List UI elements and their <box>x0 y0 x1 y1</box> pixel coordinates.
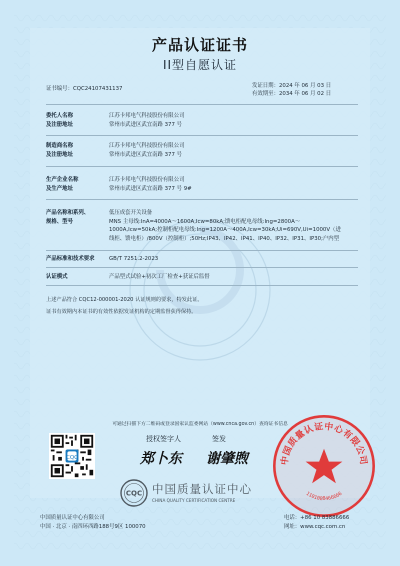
footer-website[interactable]: 网址：www.cqc.com.cn <box>284 524 346 530</box>
certificate-number-label: 证书编号： <box>46 86 73 92</box>
standard-label: 产品标准和技术要求 <box>46 256 95 262</box>
statement-compliance: 上述产品符合 CQC12-000001-2020 认证规则的要求，特发此证。 <box>46 297 203 303</box>
footer-address <box>40 515 146 533</box>
seal-text: 中国质量认证中心有限公司 <box>280 422 368 466</box>
divider <box>46 104 358 105</box>
statement-validity: 证书有效期内本证书的有效性依据发证机构的定期监督获得保持。 <box>46 309 197 315</box>
certification-type: II型自愿认证 <box>162 58 238 72</box>
issue-date-value: 2024 年 06 月 03 日 <box>278 83 332 89</box>
divider <box>46 250 358 251</box>
footer-phone: 电话：+86 10 83886666 <box>284 515 350 521</box>
qr-code[interactable] <box>49 433 95 479</box>
client-value: 江苏卡邦电气科技股份有限公司 常州市武进区武宜南路 377 号 <box>109 113 185 128</box>
svg-text:CQC: CQC <box>65 454 79 461</box>
signatory-signature: 郑卜东 <box>140 451 182 467</box>
certificate-number-value: CQC24107431137 <box>72 86 123 92</box>
footer-contact <box>284 515 349 533</box>
divider <box>46 166 358 167</box>
product-value: 低压成套开关设备 MNS 主母线:InA=4000A～1600A,Icw=80kA;馈电柜配电母线:Ing=2800A～ 1000A,Icw=50kA;控制柜配电母线:Ing=1200A～400A,Icw=30kA;Ui=690V,Ui=1000V（进 线柜、馈电柜）/800V（控制柜）;50Hz;IP43、IP42、IP41、IP40、IP32、IP31、IP30;户内型 <box>109 210 341 242</box>
issue-date-label: 发证日期： <box>252 83 279 89</box>
manufacturer-value: 江苏卡邦电气科技股份有限公司 常州市武进区武宜南路 377 号 <box>109 143 185 158</box>
logo-english: CHINA QUALITY CERTIFICATION CENTRE <box>152 498 236 503</box>
mode-value: 产品型式试验+初次工厂检查+获证后监督 <box>109 274 210 280</box>
issuer-signature: 谢肇煦 <box>206 451 248 467</box>
official-seal <box>270 412 378 520</box>
authorized-signatory-label: 授权签字人 <box>146 435 181 443</box>
footer-street: 中国 · 北京 · 南四环西路188号9区 100070 <box>40 524 146 530</box>
cqc-logo <box>120 478 290 508</box>
mode-label: 认证模式 <box>46 274 68 280</box>
page-title: 产品认证证书 <box>151 36 248 54</box>
date-block <box>252 83 331 99</box>
factory-label: 生产企业名称 及生产地址 <box>46 177 79 192</box>
client-label: 委托人名称 及注册地址 <box>46 113 73 128</box>
footer-org: 中国质量认证中心有限公司 <box>40 515 105 521</box>
logo-chinese: 中国质量认证中心 <box>152 482 252 496</box>
certificate-number <box>46 86 122 93</box>
divider <box>46 267 358 268</box>
manufacturer-label: 制造商名称 及注册地址 <box>46 143 73 158</box>
expiry-date-label: 有效期至： <box>252 91 279 97</box>
issuer-label: 签发 <box>212 435 226 443</box>
divider <box>46 285 358 286</box>
divider <box>46 199 358 200</box>
verification-instruction: 可通过扫描下方二维码或登录国家认监委网站（www.cnca.gov.cn）查询证书信息 <box>112 422 288 427</box>
expiry-date-value: 2034 年 06 月 02 日 <box>278 91 332 97</box>
factory-value: 江苏卡邦电气科技股份有限公司 常州市武进区武宜南路 377 号 9# <box>109 177 192 192</box>
expiry-date <box>252 91 331 98</box>
seal-code: 1101080466666 <box>304 490 344 503</box>
divider <box>46 135 358 136</box>
logo-mark: CQC <box>125 489 143 498</box>
standard-value: GB/T 7251.2-2023 <box>109 256 159 262</box>
issue-date <box>252 83 331 90</box>
product-label: 产品名称和系列、 规格、型号 <box>46 210 90 225</box>
